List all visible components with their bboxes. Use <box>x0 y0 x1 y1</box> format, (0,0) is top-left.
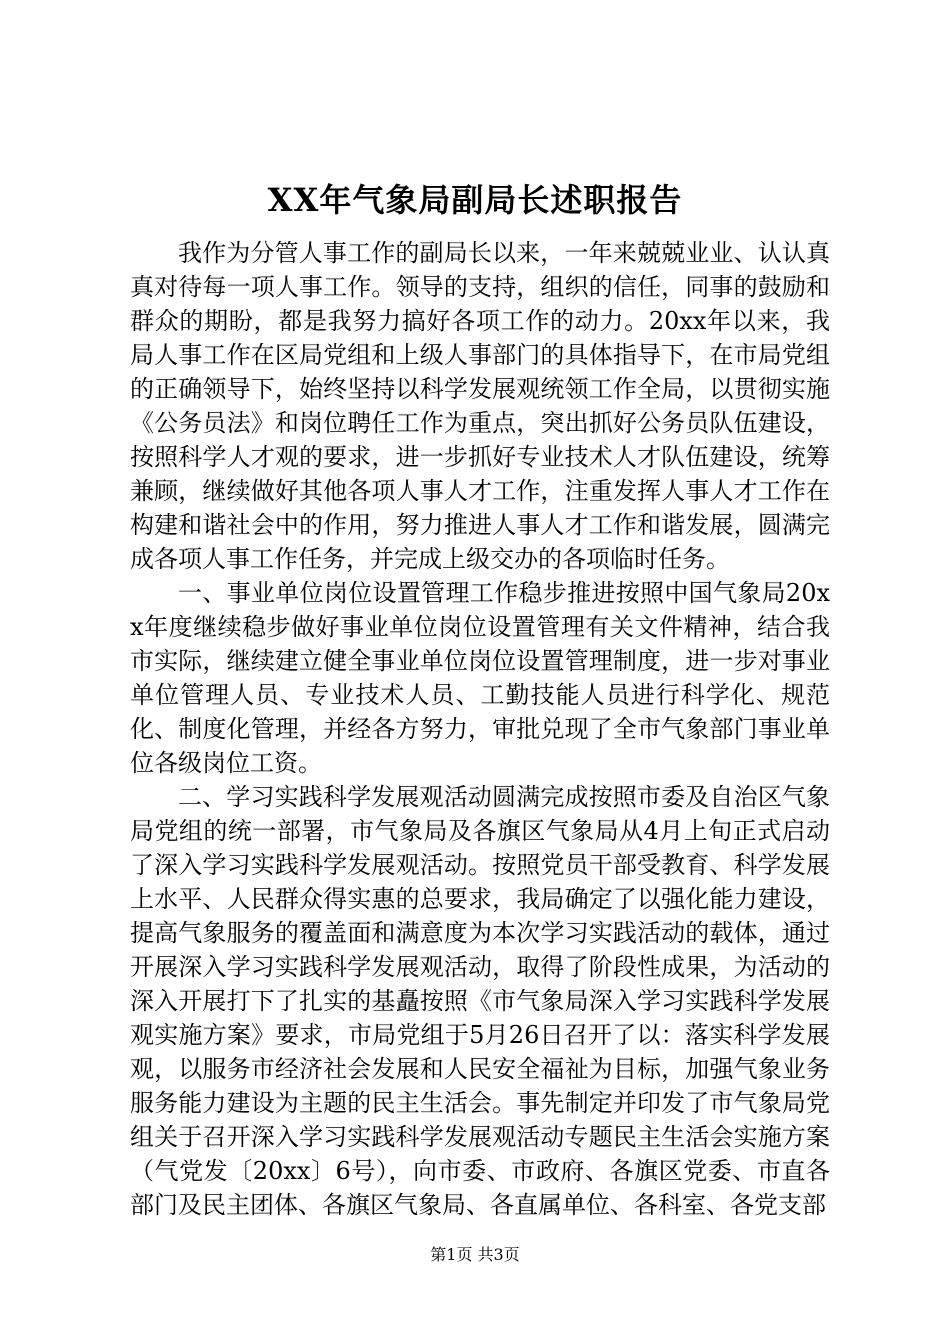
page-number-footer: 第1页 共3页 <box>430 1245 520 1264</box>
paragraph-intro: 我作为分管人事工作的副局长以来，一年来兢兢业业、认认真真对待每一项人事工作。领导的支持，组织的信任，同事的鼓励和群众的期盼，都是我努力搞好各项工作的动力。20xx年以来，我局人事工作在区局党组和上级人事部门的具体指导下，在市局党组的正确领导下，始终坚持以科学发展观统领工作全局，以贯彻实施《公务员法》和岗位聘任工作为重点，突出抓好公务员队伍建设，按照科学人才观的要求，进一步抓好专业技术人才队伍建设，统筹兼顾，继续做好其他各项人事人才工作，注重发挥人事人才工作在构建和谐社会中的作用，努力推进人事人才工作和谐发展，圆满完成各项人事工作任务，并完成上级交办的各项临时任务。 <box>130 239 830 573</box>
document-body <box>130 236 830 1222</box>
paragraph-section-one: 一、事业单位岗位设置管理工作稳步推进按照中国气象局20xx年度继续稳步做好事业单位岗位设置管理有关文件精神，结合我市实际，继续建立健全事业单位岗位设置管理制度，进一步对事业单位管理人员、专业技术人员、工勤技能人员进行科学化、规范化、制度化管理，并经各方努力，审批兑现了全市气象部门事业单位各级岗位工资。 <box>130 579 830 777</box>
document-title: XX年气象局副局长述职报告 <box>267 181 683 219</box>
paragraph-section-two: 二、学习实践科学发展观活动圆满完成按照市委及自治区气象局党组的统一部署，市气象局及各旗区气象局从4月上旬正式启动了深入学习实践科学发展观活动。按照党员干部受教育、科学发展上水平、人民群众得实惠的总要求，我局确定了以强化能力建设，提高气象服务的覆盖面和满意度为本次学习实践活动的载体，通过开展深入学习实践科学发展观活动，取得了阶段性成果，为活动的深入开展打下了扎实的基矗按照《市气象局深入学习实践科学发展观实施方案》要求，市局党组于5月26日召开了以：落实科学发展观，以服务市经济社会发展和人民安全福祉为目标，加强气象业务服务能力建设为主题的民主生活会。事先制定并印发了市气象局党组关于召开深入学习实践科学发展观活动专题民主生活会实施方案（气党发〔20xx〕6号），向市委、市政府、各旗区党委、市直各部门及民主团体、各旗区气象局、各直属单位、各科室、各党支部 <box>130 783 830 1219</box>
